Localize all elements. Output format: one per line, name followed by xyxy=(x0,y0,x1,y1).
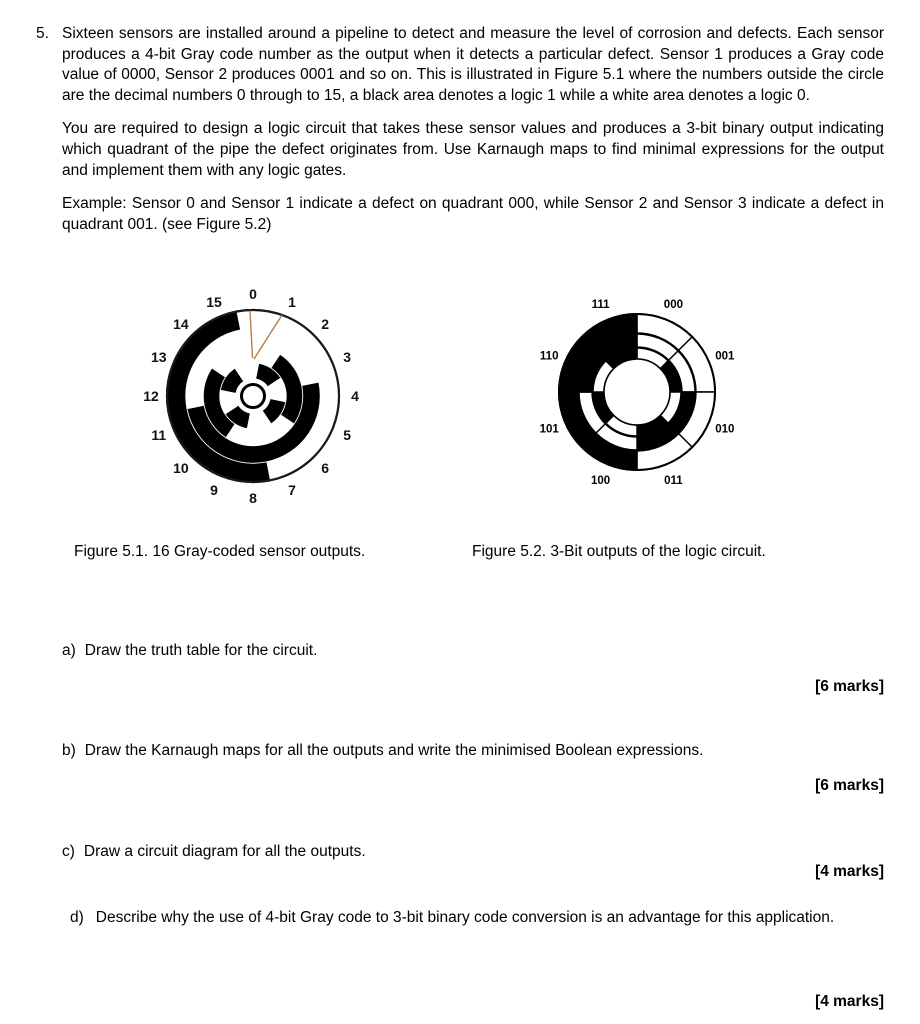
gray-ring-1-sector-4 xyxy=(303,383,320,409)
gray-disc-label-15: 15 xyxy=(206,293,222,310)
gray-disc-label-1: 1 xyxy=(288,293,296,310)
gray-disc-label-14: 14 xyxy=(173,315,189,332)
binary-disc-label-111: 111 xyxy=(591,299,610,312)
subquestion-a-marks: [6 marks] xyxy=(815,678,884,695)
subquestion-b xyxy=(62,740,884,761)
subquestion-b-label: b) xyxy=(62,742,76,759)
gray-disc-label-11: 11 xyxy=(151,427,167,443)
subquestion-d-label: d) xyxy=(70,909,84,926)
subquestion-c-text: Draw a circuit diagram for all the outputs. xyxy=(83,843,366,860)
gray-disc-label-12: 12 xyxy=(143,388,159,404)
question-paragraph-2: You are required to design a logic circuit that takes these sensor values and produces a 3-bit binary output indicating which quadrant of the pipe the defect originates from. Use Karnaugh maps to find minimal expressions for the output and implement them with any logic gates. xyxy=(62,120,884,179)
question-body xyxy=(62,24,884,235)
figure-5-2-caption: Figure 5.2. 3-Bit outputs of the logic circuit. xyxy=(472,543,766,560)
subquestion-b-marks: [6 marks] xyxy=(815,777,884,794)
binary-disc-label-110: 110 xyxy=(539,350,559,363)
gray-ring-2-sector-4 xyxy=(286,386,302,405)
subquestion-c xyxy=(62,841,884,862)
figure-5-2-binary-disc xyxy=(512,277,762,517)
gray-ring-0-sector-8 xyxy=(236,463,270,482)
binary-disc-label-100: 100 xyxy=(591,474,611,487)
gray-disc-label-6: 6 xyxy=(321,460,329,477)
gray-disc-label-13: 13 xyxy=(151,349,167,365)
gray-disc-label-5: 5 xyxy=(343,427,352,443)
gray-disc-label-3: 3 xyxy=(343,349,352,365)
gray-disc-label-0: 0 xyxy=(249,286,257,302)
gray-ring-2-sector-12 xyxy=(204,386,220,405)
gray-disc-label-8: 8 xyxy=(249,490,257,506)
gray-disc-label-10: 10 xyxy=(173,460,189,477)
subquestion-d-marks: [4 marks] xyxy=(815,993,884,1010)
gray-ring-1-sector-0 xyxy=(240,330,266,347)
binary-disc-label-001: 001 xyxy=(715,350,735,363)
gray-ring-0-sector-0 xyxy=(236,310,270,329)
figure-5-1-gray-encoder-disc xyxy=(128,272,378,520)
gray-disc-label-7: 7 xyxy=(288,482,296,499)
subquestion-b-text: Draw the Karnaugh maps for all the outputs and write the minimised Boolean expressions. xyxy=(84,742,704,759)
binary-disc-label-011: 011 xyxy=(664,474,683,487)
subquestion-c-label: c) xyxy=(62,843,75,860)
binary-disc-core xyxy=(604,359,670,425)
question-paragraph-3: Example: Sensor 0 and Sensor 1 indicate a defect on quadrant 000, while Sensor 2 and Sensor 3 indicate a defect in quadrant 001. (see Figure 5.2) xyxy=(62,195,884,233)
gray-disc-hub xyxy=(242,385,265,408)
subquestion-c-marks: [4 marks] xyxy=(815,863,884,880)
gray-ring-0-sector-4 xyxy=(320,379,339,413)
gray-disc-label-2: 2 xyxy=(321,315,329,332)
figure-5-1-caption: Figure 5.1. 16 Gray-coded sensor outputs. xyxy=(74,543,366,560)
gray-disc-label-4: 4 xyxy=(351,388,359,404)
gray-ring-0-sector-12 xyxy=(167,379,186,413)
subquestion-a-label: a) xyxy=(62,642,76,659)
question-paragraph-1: Sixteen sensors are installed around a pipeline to detect and measure the level of corrosion and defects. Each sensor produces a 4-bit Gray code number as the output when it detects a particular defect. Sensor 1 produces a Gray code value of 0000, Sensor 2 produces 0001 and so on. This is illustrated in Figure 5.1 where the numbers outside the circle are the decimal numbers 0 through to 15, a black area denotes a logic 1 while a white area denotes a logic 0. xyxy=(62,25,884,104)
subquestion-a-text: Draw the truth table for the circuit. xyxy=(84,642,318,659)
question-number: 5. xyxy=(36,25,49,42)
binary-disc-label-101: 101 xyxy=(539,423,559,436)
binary-disc-label-010: 010 xyxy=(715,423,735,436)
figure-captions xyxy=(0,541,920,565)
gray-ring-1-sector-8 xyxy=(240,446,266,463)
gray-disc-label-9: 9 xyxy=(210,482,218,499)
figures-row xyxy=(0,272,920,520)
gray-ring-1-sector-12 xyxy=(187,383,204,409)
binary-disc-label-000: 000 xyxy=(663,299,683,312)
subquestion-d xyxy=(70,907,884,928)
subquestion-d-text: Describe why the use of 4-bit Gray code to 3-bit binary code conversion is an advantage for this application. xyxy=(95,909,835,926)
subquestion-a xyxy=(62,640,884,661)
question-5-block xyxy=(36,24,884,235)
gray-ring-2-sector-8 xyxy=(243,429,262,445)
